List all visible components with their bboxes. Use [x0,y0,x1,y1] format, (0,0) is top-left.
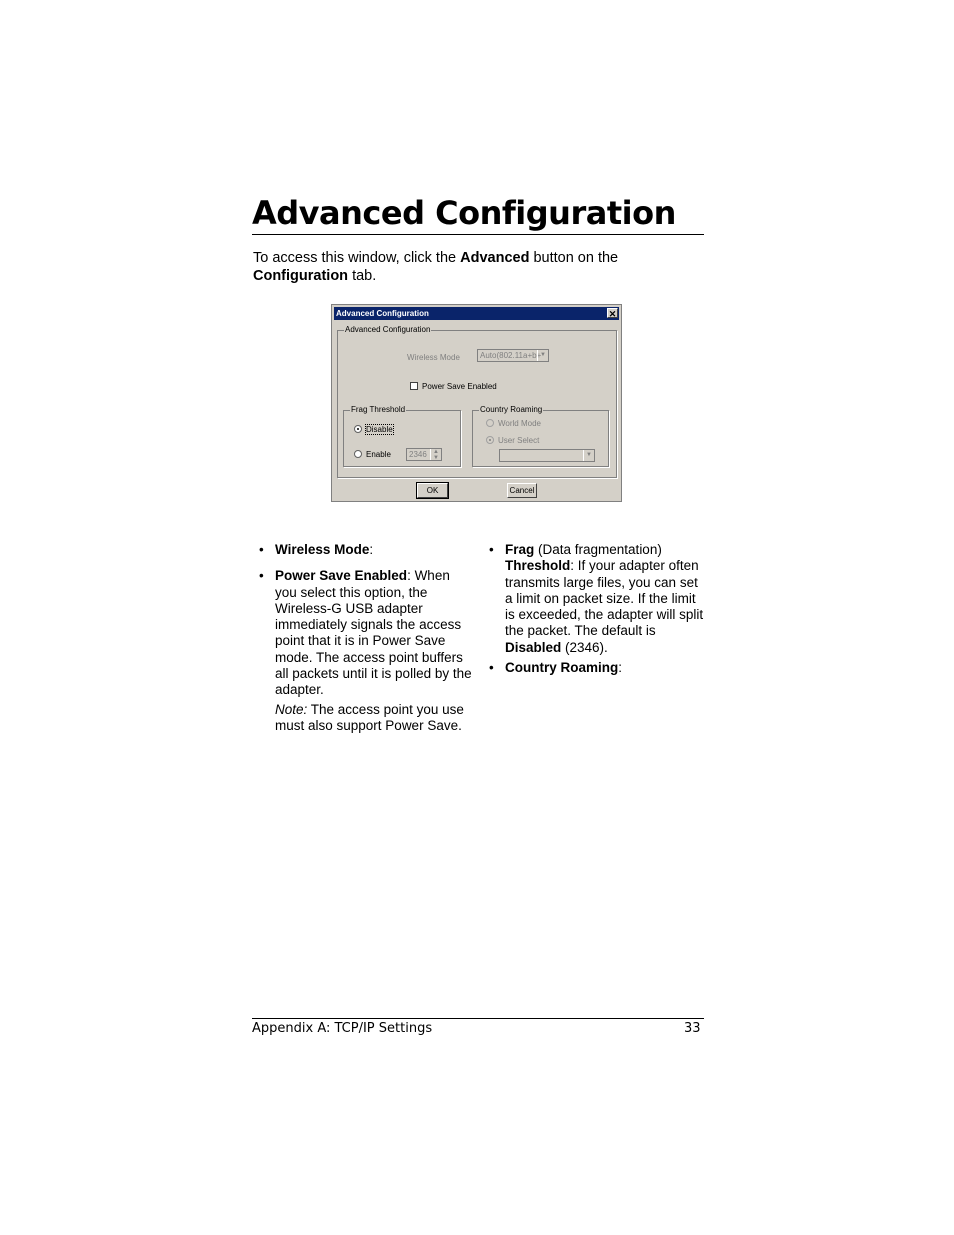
footer-rule [252,1018,704,1019]
bullet-column-right [483,542,705,686]
advanced-configuration-group [337,325,617,478]
power-save-label: Power Save Enabled [422,382,497,391]
title-rule [252,234,704,235]
country-roaming-group [472,405,609,467]
list-item: • Wireless Mode: [259,542,374,557]
dialog-titlebar [334,307,619,320]
frag-enable-label: Enable [366,450,391,459]
frag-threshold-group [343,405,461,467]
dialog-title: Advanced Configuration [336,309,429,318]
chevron-down-icon: ▼ [537,350,548,361]
bullet-icon: • [259,568,264,584]
frag-threshold-stepper[interactable]: 2346 ▲ ▼ [406,448,442,461]
note-text: Note: The access point you use must also support Power Save. [275,701,464,733]
ok-button[interactable]: OK [417,483,448,498]
list-item: • Frag (Data fragmentation) Threshold: If your adapter often transmits large files, you can set a limit on packet size. If the limit is exceeded, the adapter will split the packet. The default is Disabled (2346). [489,542,704,655]
wireless-mode-select[interactable]: Auto(802.11a+b+ ▼ [477,349,549,362]
bullet-icon: • [489,660,494,676]
advanced-configuration-dialog [331,304,622,502]
chevron-down-icon: ▼ [583,450,594,461]
group-legend-roaming: Country Roaming [480,405,543,414]
wireless-mode-label: Wireless Mode [407,353,460,362]
user-select-label: User Select [498,436,540,445]
world-mode-radio[interactable] [486,419,494,427]
bullet-icon: • [259,542,264,557]
close-icon[interactable]: ✕ [608,309,617,319]
footer-section-title: Appendix A: TCP/IP Settings [252,1021,433,1036]
bullet-icon: • [489,542,494,557]
cancel-button[interactable]: Cancel [507,483,537,498]
spinner-arrows-icon: ▲ ▼ [430,449,441,460]
country-select[interactable] [499,449,595,462]
bullet-column-left [253,542,475,744]
list-item: • Country Roaming: [489,660,623,676]
frag-disable-radio[interactable] [354,425,362,433]
frag-disable-label: Disable [366,425,393,434]
page-number: 33 [684,1021,701,1036]
group-legend-frag: Frag Threshold [351,405,406,414]
power-save-checkbox[interactable] [410,382,418,390]
page-title: Advanced Configuration [252,194,676,232]
frag-enable-radio[interactable] [354,450,362,458]
intro-paragraph: To access this window, click the Advanced button on the Configuration tab. [253,250,619,284]
list-item: • Power Save Enabled: When you select this option, the Wireless-G USB adapter immediately signals the access point that it is in Power Save mode. The access point buffers all packets until it is polled by the adapter. Note: The access point you use must also support Power Save. [253,568,475,734]
group-legend-main: Advanced Configuration [345,325,431,334]
user-select-radio[interactable] [486,436,494,444]
world-mode-label: World Mode [498,419,541,428]
